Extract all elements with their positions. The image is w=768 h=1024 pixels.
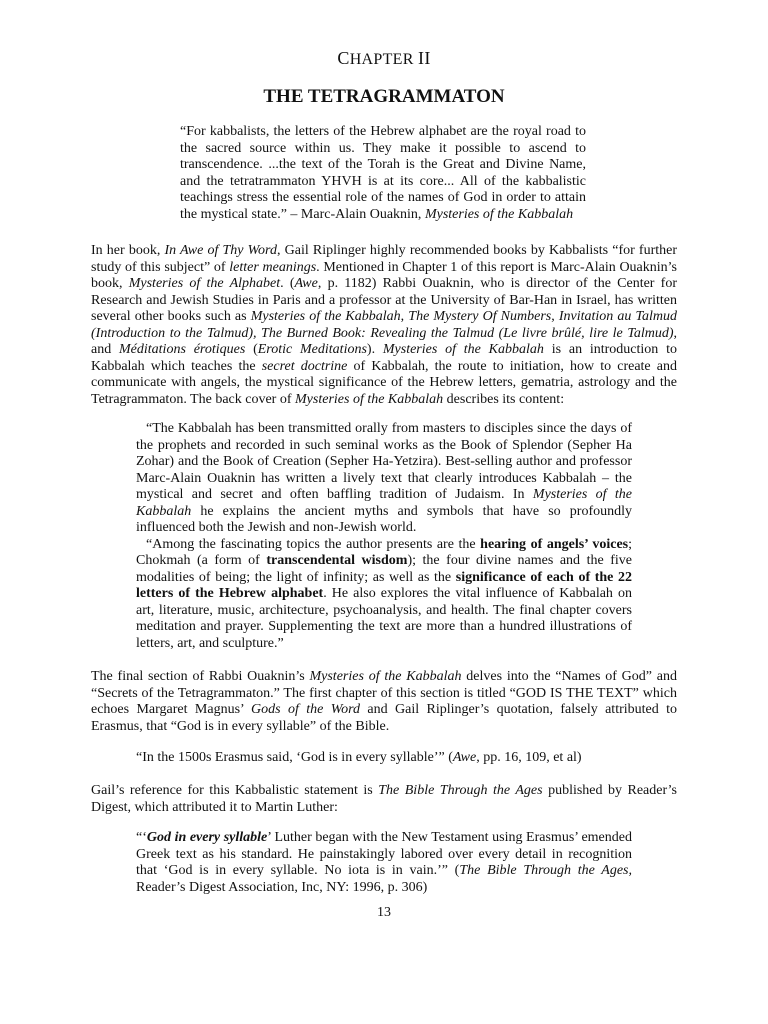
block-quote-luther: “‘God in every syllable’ Luther began with the New Testament using Erasmus’ emended Greek text as his standard. He painstakingly labored over every detail in recognition that ‘God is in every syllable. No iota is in vain.’” (The Bible Through the Ages, Reader’s Digest Association, Inc, NY: 1996, p. 306) (136, 830, 633, 895)
block-quote-erasmus: “In the 1500s Erasmus said, ‘God is in every syllable’” (Awe, pp. 16, 109, et al) (136, 750, 582, 765)
epigraph-source: Mysteries of the Kabbalah (424, 206, 574, 222)
page-title: THE TETRAGRAMMATON (263, 86, 505, 107)
page-number: 13 (377, 905, 391, 920)
body-paragraph-2: The final section of Rabbi Ouaknin’s Mysteries of the Kabbalah delves into the “Names of God” and “Secrets of the Tetragrammaton.” The first chapter of this section is titled “GOD IS THE TEXT” which echoes Margaret Magnus’ Gods of the Word and Gail Riplinger’s quotation, falsely attributed to Erasmus, that “God is in every syllable” of the Bible. (91, 669, 678, 734)
quote-paragraph: “Among the fascinating topics the author presents are the hearing of angels’ voices; Chokmah (a form of transcendental wisdom); the four divine names and the five modalities of being; the light of infinity; as well as the significance of each of the 22 letters of the Hebrew alphabet. He also explores the vital influence of Kabbalah on art, literature, music, architecture, psychoanalysis, and health. The final chapter covers meditation and prayer. Supplementing the text are more than a hundred illustrations of letters, art, and sculpture.” (136, 536, 633, 651)
epigraph: “For kabbalists, the letters of the Hebrew alphabet are the royal road to the sacred source within us. They make it possible to ascend to transcendence. ...the text of the Torah is the Great and Divine Name, and the tetratrammaton YHVH is at its core... All of the kabbalistic teachings stress the essential role of the names of God in order to attain the mystical state.” – Marc-Alain Ouaknin, Mysteries of the Kabbalah (180, 124, 586, 222)
body-paragraph-1: In her book, In Awe of Thy Word, Gail Riplinger highly recommended books by Kabbalists “for further study of this subject” of letter meanings. Mentioned in Chapter 1 of this report is Marc-Alain Ouaknin’s book, Mysteries of the Alphabet. (Awe, p. 1182) Rabbi Ouaknin, who is director of the Center for Research and Jewish Studies in Paris and a professor at the University of Bar-Han in Israel, has written several other books such as Mysteries of the Kabbalah, The Mystery Of Numbers, Invitation au Talmud (Introduction to the Talmud), The Burned Book: Revealing the Talmud (Le livre brûlé, lire le Talmud), and Méditations érotiques (Erotic Meditations). Mysteries of the Kabbalah is an introduction to Kabbalah which teaches the secret doctrine of Kabbalah, the route to initiation, how to create and communicate with angels, the mystical significance of the Hebrew letters, gematria, astrology and the Tetragrammaton. The back cover of Mysteries of the Kabbalah describes its content: (91, 243, 678, 407)
body-paragraph-3: Gail’s reference for this Kabbalistic statement is The Bible Through the Ages published by Reader’s Digest, which attributed it to Martin Luther: (91, 783, 678, 815)
chapter-word: HAPTER (349, 51, 414, 68)
block-quote-back-cover (136, 421, 632, 652)
chapter-heading (0, 48, 768, 69)
quote-paragraph: “The Kabbalah has been transmitted orally from masters to disciples since the days of the prophets and recorded in such seminal works as the Book of Splendor (Sepher Ha Zohar) and the Book of Creation (Sepher Ha-Yetzira). Best-selling author and professor Marc-Alain Ouaknin has written a lively text that clearly introduces Kabbalah – the mystical and secret and often baffling tradition of Judaism. In Mysteries of the Kabbalah he explains the ancient myths and symbols that have so profoundly influenced both the Jewish and non-Jewish world. (136, 421, 633, 535)
chapter-initial: C (337, 48, 350, 68)
chapter-numeral: II (418, 48, 431, 68)
